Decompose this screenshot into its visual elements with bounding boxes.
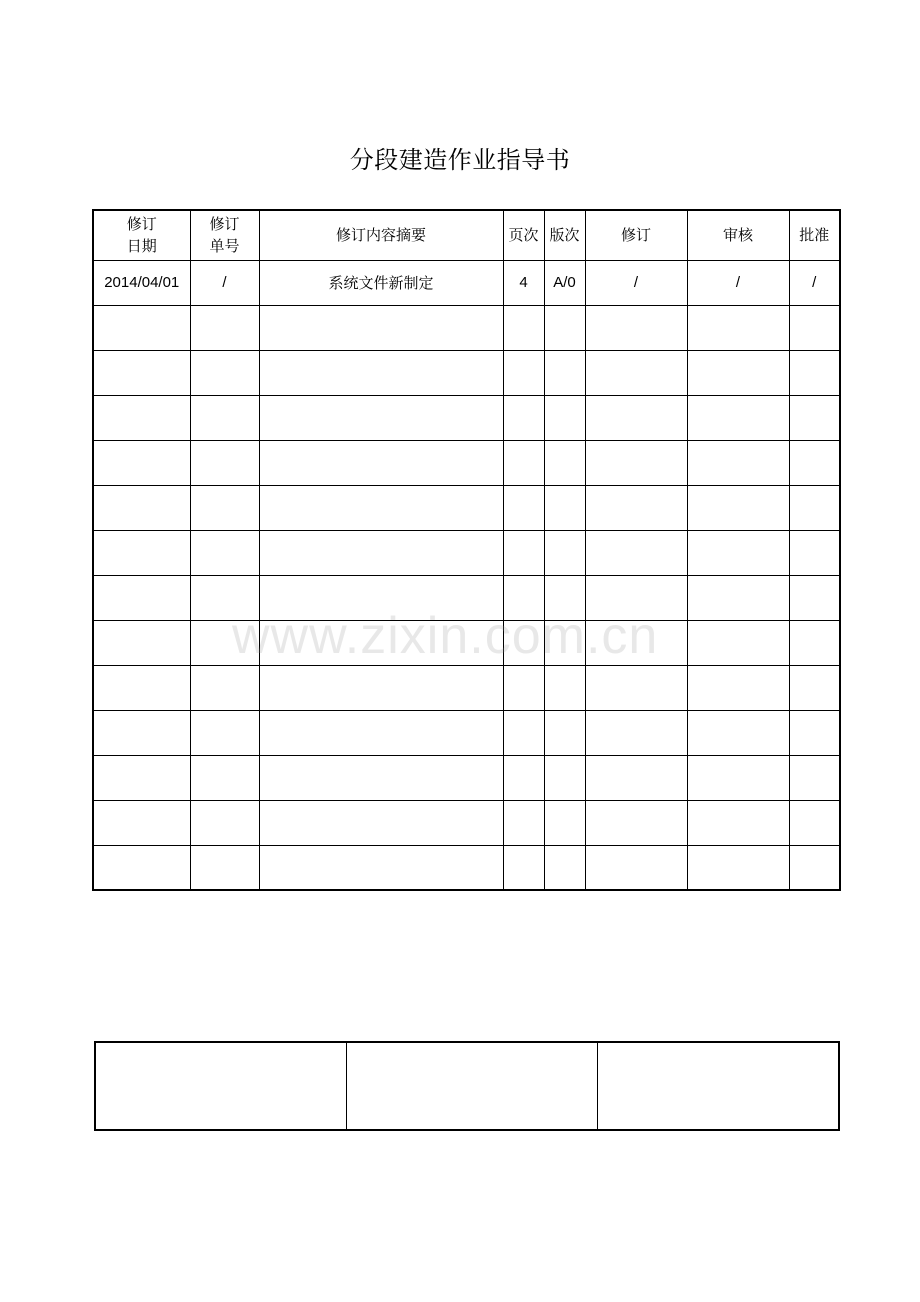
header-revision-number bbox=[190, 210, 259, 260]
header-revision-number-line1: 修订 bbox=[209, 215, 240, 234]
cell-revision-date-empty bbox=[93, 350, 190, 395]
cell-approved-by-empty bbox=[789, 665, 840, 710]
cell-approved-by-empty bbox=[789, 620, 840, 665]
document-title: 分段建造作业指导书 bbox=[349, 146, 571, 174]
cell-revision-number-empty bbox=[190, 485, 259, 530]
cell-revision-summary-empty bbox=[259, 440, 503, 485]
table-row-empty bbox=[93, 755, 840, 800]
cell-approved-by-empty bbox=[789, 530, 840, 575]
table-row-empty bbox=[93, 395, 840, 440]
cell-version-empty bbox=[544, 620, 585, 665]
cell-version-empty bbox=[544, 665, 585, 710]
cell-approved-by-empty bbox=[789, 755, 840, 800]
header-revision-number-line2: 单号 bbox=[209, 237, 240, 256]
cell-reviewed-by-empty bbox=[687, 575, 789, 620]
header-row bbox=[93, 210, 840, 260]
cell-revision-summary-empty bbox=[259, 620, 503, 665]
header-version: 版次 bbox=[544, 210, 585, 260]
cell-version-empty bbox=[544, 800, 585, 845]
cell-pages-empty bbox=[503, 710, 544, 755]
cell-revised-by-empty bbox=[585, 755, 687, 800]
cell-approved-by-empty bbox=[789, 350, 840, 395]
cell-approved-by-empty bbox=[789, 305, 840, 350]
cell-approved-by: / bbox=[789, 260, 840, 305]
table-row-empty bbox=[93, 305, 840, 350]
cell-revision-date-empty bbox=[93, 620, 190, 665]
cell-revised-by: / bbox=[585, 260, 687, 305]
header-reviewed-by: 审核 bbox=[687, 210, 789, 260]
cell-revision-number-empty bbox=[190, 620, 259, 665]
cell-pages-empty bbox=[503, 845, 544, 890]
signature-row bbox=[95, 1042, 839, 1130]
cell-revision-date-empty bbox=[93, 845, 190, 890]
cell-reviewed-by-empty bbox=[687, 845, 789, 890]
cell-revision-date-empty bbox=[93, 530, 190, 575]
cell-revision-date-empty bbox=[93, 755, 190, 800]
cell-revision-date-empty bbox=[93, 800, 190, 845]
cell-version-empty bbox=[544, 350, 585, 395]
table-row-empty bbox=[93, 710, 840, 755]
cell-version-empty bbox=[544, 485, 585, 530]
cell-approved-by-empty bbox=[789, 575, 840, 620]
cell-reviewed-by-empty bbox=[687, 755, 789, 800]
cell-revision-summary-empty bbox=[259, 665, 503, 710]
cell-reviewed-by-empty bbox=[687, 485, 789, 530]
cell-revised-by-empty bbox=[585, 575, 687, 620]
signature-table bbox=[94, 1041, 840, 1131]
cell-revision-number-empty bbox=[190, 440, 259, 485]
header-approved-by: 批准 bbox=[789, 210, 840, 260]
cell-version: A/0 bbox=[544, 260, 585, 305]
cell-revision-date-empty bbox=[93, 440, 190, 485]
cell-revision-date-empty bbox=[93, 305, 190, 350]
cell-revised-by-empty bbox=[585, 620, 687, 665]
watermark-text: www.zixin.com.cn bbox=[232, 607, 659, 665]
cell-reviewed-by-empty bbox=[687, 800, 789, 845]
cell-version-empty bbox=[544, 440, 585, 485]
revision-history-table bbox=[92, 209, 841, 891]
cell-pages-empty bbox=[503, 530, 544, 575]
cell-pages-empty bbox=[503, 755, 544, 800]
table-row bbox=[93, 260, 840, 305]
cell-revision-number-empty bbox=[190, 575, 259, 620]
cell-revised-by-empty bbox=[585, 665, 687, 710]
cell-approved-by-empty bbox=[789, 710, 840, 755]
signature-cell bbox=[346, 1042, 597, 1130]
table-row-empty bbox=[93, 845, 840, 890]
cell-revision-summary-empty bbox=[259, 485, 503, 530]
cell-version-empty bbox=[544, 845, 585, 890]
cell-pages-empty bbox=[503, 395, 544, 440]
cell-revision-date-empty bbox=[93, 710, 190, 755]
cell-reviewed-by: / bbox=[687, 260, 789, 305]
cell-version-empty bbox=[544, 305, 585, 350]
header-revised-by: 修订 bbox=[585, 210, 687, 260]
cell-version-empty bbox=[544, 530, 585, 575]
cell-reviewed-by-empty bbox=[687, 665, 789, 710]
cell-pages-empty bbox=[503, 350, 544, 395]
cell-version-empty bbox=[544, 395, 585, 440]
cell-revision-date-empty bbox=[93, 575, 190, 620]
cell-version-empty bbox=[544, 575, 585, 620]
cell-revision-date-empty bbox=[93, 485, 190, 530]
cell-revision-summary-empty bbox=[259, 575, 503, 620]
cell-revised-by-empty bbox=[585, 710, 687, 755]
cell-revision-number-empty bbox=[190, 395, 259, 440]
header-revision-date bbox=[93, 210, 190, 260]
cell-revised-by-empty bbox=[585, 530, 687, 575]
cell-reviewed-by-empty bbox=[687, 440, 789, 485]
header-revision-date-line1: 修订 bbox=[126, 215, 157, 234]
table-row-empty bbox=[93, 485, 840, 530]
cell-revision-summary-empty bbox=[259, 755, 503, 800]
cell-reviewed-by-empty bbox=[687, 530, 789, 575]
cell-revision-number: / bbox=[190, 260, 259, 305]
header-revision-summary: 修订内容摘要 bbox=[259, 210, 503, 260]
cell-revised-by-empty bbox=[585, 305, 687, 350]
cell-version-empty bbox=[544, 755, 585, 800]
cell-revision-summary: 系统文件新制定 bbox=[259, 260, 503, 305]
cell-pages-empty bbox=[503, 620, 544, 665]
cell-revision-number-empty bbox=[190, 530, 259, 575]
cell-reviewed-by-empty bbox=[687, 350, 789, 395]
table-row-empty bbox=[93, 800, 840, 845]
table-row-empty bbox=[93, 440, 840, 485]
cell-reviewed-by-empty bbox=[687, 395, 789, 440]
cell-revision-date: 2014/04/01 bbox=[93, 260, 190, 305]
cell-revision-summary-empty bbox=[259, 395, 503, 440]
cell-revision-date-empty bbox=[93, 395, 190, 440]
cell-reviewed-by-empty bbox=[687, 620, 789, 665]
cell-approved-by-empty bbox=[789, 845, 840, 890]
header-pages: 页次 bbox=[503, 210, 544, 260]
cell-pages-empty bbox=[503, 665, 544, 710]
cell-reviewed-by-empty bbox=[687, 710, 789, 755]
table-row-empty bbox=[93, 530, 840, 575]
table-row-empty bbox=[93, 665, 840, 710]
cell-revision-summary-empty bbox=[259, 845, 503, 890]
cell-revision-summary-empty bbox=[259, 305, 503, 350]
cell-revision-summary-empty bbox=[259, 350, 503, 395]
table-row-empty bbox=[93, 575, 840, 620]
cell-revised-by-empty bbox=[585, 800, 687, 845]
cell-revised-by-empty bbox=[585, 485, 687, 530]
cell-revision-summary-empty bbox=[259, 710, 503, 755]
signature-cell bbox=[95, 1042, 346, 1130]
cell-approved-by-empty bbox=[789, 440, 840, 485]
cell-revised-by-empty bbox=[585, 395, 687, 440]
cell-revised-by-empty bbox=[585, 845, 687, 890]
signature-cell bbox=[597, 1042, 839, 1130]
cell-revision-number-empty bbox=[190, 845, 259, 890]
header-revision-date-line2: 日期 bbox=[126, 237, 157, 256]
cell-pages-empty bbox=[503, 800, 544, 845]
cell-revised-by-empty bbox=[585, 350, 687, 395]
cell-version-empty bbox=[544, 710, 585, 755]
table-row-empty bbox=[93, 350, 840, 395]
cell-pages-empty bbox=[503, 485, 544, 530]
cell-revision-number-empty bbox=[190, 710, 259, 755]
cell-pages-empty bbox=[503, 440, 544, 485]
cell-revision-number-empty bbox=[190, 800, 259, 845]
cell-revision-date-empty bbox=[93, 665, 190, 710]
cell-reviewed-by-empty bbox=[687, 305, 789, 350]
cell-revision-number-empty bbox=[190, 305, 259, 350]
cell-approved-by-empty bbox=[789, 485, 840, 530]
cell-revision-summary-empty bbox=[259, 800, 503, 845]
cell-revision-number-empty bbox=[190, 350, 259, 395]
cell-revision-number-empty bbox=[190, 665, 259, 710]
cell-pages-empty bbox=[503, 305, 544, 350]
cell-pages-empty bbox=[503, 575, 544, 620]
cell-approved-by-empty bbox=[789, 800, 840, 845]
cell-revision-summary-empty bbox=[259, 530, 503, 575]
cell-revision-number-empty bbox=[190, 755, 259, 800]
table-row-empty bbox=[93, 620, 840, 665]
cell-revised-by-empty bbox=[585, 440, 687, 485]
cell-pages: 4 bbox=[503, 260, 544, 305]
cell-approved-by-empty bbox=[789, 395, 840, 440]
